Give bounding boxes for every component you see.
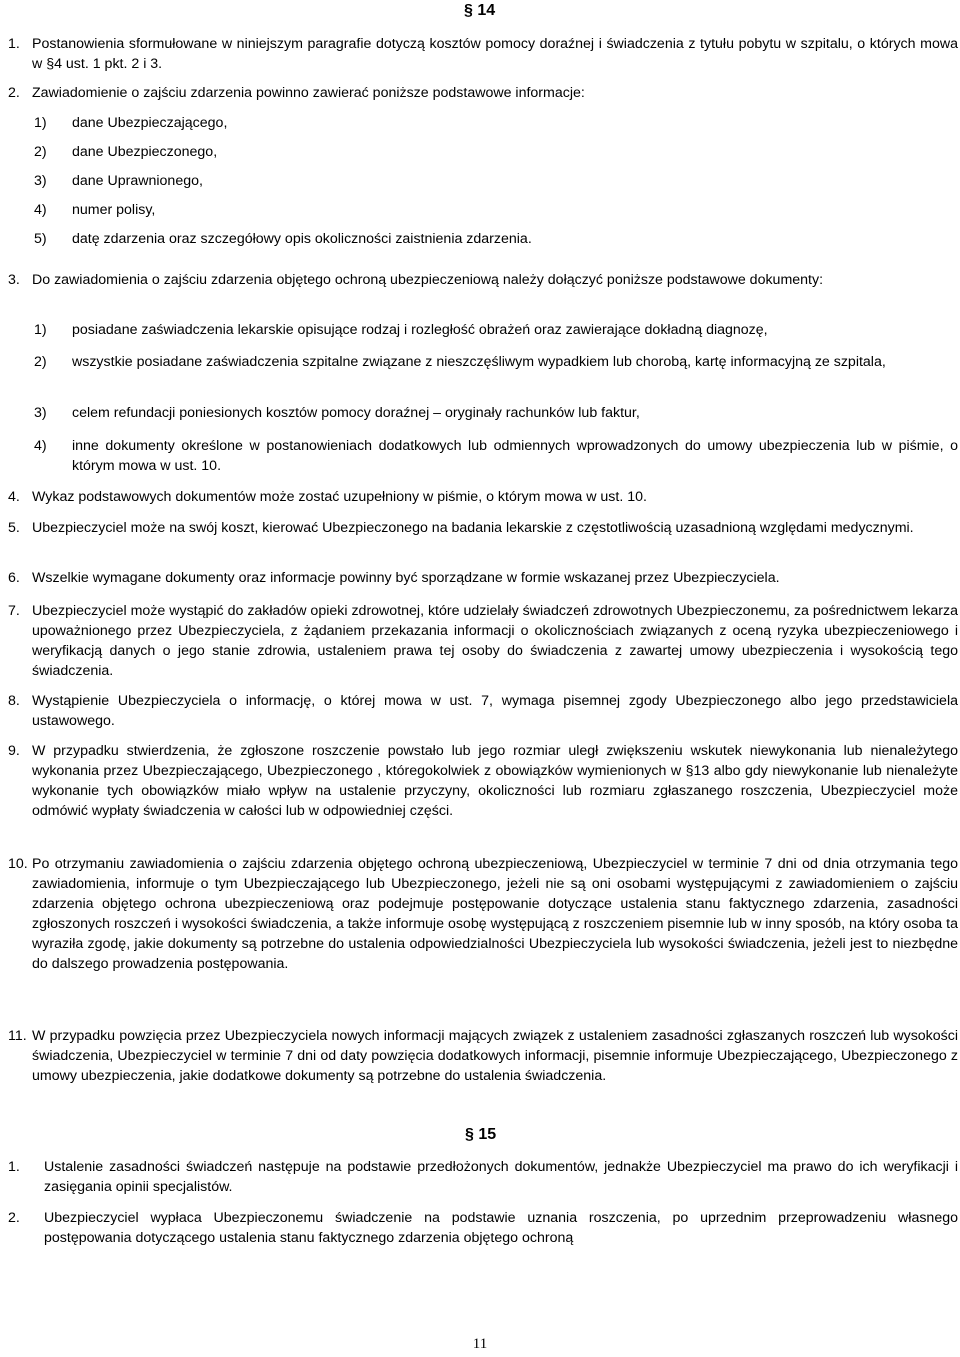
paragraph-number: 1. <box>8 36 20 52</box>
paragraph-text: Wykaz podstawowych dokumentów może zostać uzupełniony w piśmie, o którym mowa w ust. 10. <box>32 489 647 505</box>
section-14-heading: § 14 <box>464 2 496 19</box>
item-text: posiadane zaświadczenia lekarskie opisujące rodzaj i rozległość obrażeń oraz zawierające dokładną diagnozę, <box>72 322 768 338</box>
paragraph-14-8 <box>8 691 958 731</box>
page-number: 11 <box>472 1336 488 1352</box>
paragraph-14-2 <box>8 83 958 103</box>
item-text: dane Ubezpieczającego, <box>72 115 228 131</box>
list-item <box>34 320 958 340</box>
item-text: datę zdarzenia oraz szczegółowy opis okoliczności zaistnienia zdarzenia. <box>72 231 532 247</box>
list-item <box>34 171 958 191</box>
item-number: 2) <box>34 144 47 160</box>
item-text: dane Uprawnionego, <box>72 173 203 189</box>
paragraph-text: Ustalenie zasadności świadczeń następuje na podstawie przedłożonych dokumentów, jednakże Ubezpieczyciel ma prawo do ich weryfikacji i zasięgania opinii specjalistów. <box>44 1159 958 1195</box>
list-item <box>34 113 958 133</box>
paragraph-14-6 <box>8 568 958 588</box>
paragraph-14-3 <box>8 270 958 290</box>
item-number: 4) <box>34 202 47 218</box>
paragraph-text: Do zawiadomienia o zajściu zdarzenia objętego ochroną ubezpieczeniową należy dołączyć poniższe podstawowe dokumenty: <box>32 272 824 288</box>
paragraph-number: 7. <box>8 603 20 619</box>
list-item <box>34 403 958 423</box>
paragraph-number: 10. <box>8 856 28 872</box>
paragraph-text: W przypadku powzięcia przez Ubezpieczyciela nowych informacji mających związek z ustaleniem zasadności zgłaszanych roszczeń lub wysokości świadczenia, Ubezpieczyciel w terminie 7 dni od daty powzięcia dodatkowych informacji, pisemnie informuje Ubezpieczającego, Ubezpieczonego z umowy ubezpieczenia, jakie dodatkowe dokumenty są potrzebne do ustalenia świadczenia. <box>32 1028 958 1084</box>
paragraph-number: 4. <box>8 489 20 505</box>
item-text: dane Ubezpieczonego, <box>72 144 218 160</box>
section-15-heading: § 15 <box>465 1126 497 1143</box>
paragraph-text: Zawiadomienie o zajściu zdarzenia powinno zawierać poniższe podstawowe informacje: <box>32 85 585 101</box>
item-number: 4) <box>34 438 47 454</box>
paragraph-text: Wszelkie wymagane dokumenty oraz informacje powinny być sporządzane w formie wskazanej przez Ubezpieczyciela. <box>32 570 780 586</box>
paragraph-text: Ubezpieczyciel wypłaca Ubezpieczonemu świadczenie na podstawie uznania roszczenia, po uprzednim przeprowadzeniu własnego postępowania dotyczącego ustalenia stanu faktycznego zdarzenia objętego ochroną <box>44 1210 958 1246</box>
item-text: wszystkie posiadane zaświadczenia szpitalne związane z nieszczęśliwym wypadkiem lub chorobą, kartę informacyjną ze szpitala, <box>72 354 886 370</box>
paragraph-number: 1. <box>8 1159 20 1175</box>
item-number: 1) <box>34 115 47 131</box>
list-item <box>34 229 958 249</box>
item-text: celem refundacji poniesionych kosztów pomocy doraźnej – oryginały rachunków lub faktur, <box>72 405 640 421</box>
paragraph-number: 8. <box>8 693 20 709</box>
paragraph-15-2 <box>8 1208 958 1248</box>
paragraph-14-4 <box>8 487 958 507</box>
item-number: 2) <box>34 354 47 370</box>
paragraph-number: 9. <box>8 743 20 759</box>
list-item <box>34 436 958 476</box>
paragraph-14-7 <box>8 601 958 681</box>
paragraph-text: W przypadku stwierdzenia, że zgłoszone roszczenie powstało lub jego rozmiar uległ zwiększeniu wskutek niewykonania lub nienależytego wykonania przez Ubezpieczającego, Ubezpieczonego , któregokolwiek z obowiązków wymienionych w §13 albo gdy niewykonanie lub nienależyte wykonanie tych obowiązków miało wpływ na ustalenie przyczyny, okoliczności lub rozmiaru zgłaszanego roszczenia, Ubezpieczyciel może odmówić wypłaty świadczenia w całości lub w odpowiedniej części. <box>32 743 958 819</box>
item-number: 5) <box>34 231 47 247</box>
paragraph-number: 5. <box>8 520 20 536</box>
paragraph-text: Postanowienia sformułowane w niniejszym paragrafie dotyczą kosztów pomocy doraźnej i świadczenia z tytułu pobytu w szpitalu, o których mowa w §4 ust. 1 pkt. 2 i 3. <box>32 36 958 72</box>
paragraph-14-5 <box>8 518 958 538</box>
paragraph-14-10 <box>8 854 958 974</box>
item-text: numer polisy, <box>72 202 156 218</box>
paragraph-number: 6. <box>8 570 20 586</box>
paragraph-number: 2. <box>8 85 20 101</box>
list-item <box>34 352 958 372</box>
item-number: 1) <box>34 322 47 338</box>
paragraph-text: Ubezpieczyciel może na swój koszt, kierować Ubezpieczonego na badania lekarskie z częstotliwością uzasadnioną względami medycznymi. <box>32 520 914 536</box>
paragraph-14-9 <box>8 741 958 821</box>
item-number: 3) <box>34 405 47 421</box>
paragraph-number: 2. <box>8 1210 20 1226</box>
paragraph-15-1 <box>8 1157 958 1197</box>
list-item <box>34 142 958 162</box>
paragraph-14-1 <box>8 34 958 74</box>
item-number: 3) <box>34 173 47 189</box>
paragraph-number: 11. <box>8 1028 27 1044</box>
paragraph-text: Ubezpieczyciel może wystąpić do zakładów opieki zdrowotnej, które udzielały świadczeń zdrowotnych Ubezpieczonemu, za pośrednictwem lekarza upoważnionego przez Ubezpieczyciela, z żądaniem przekazania informacji o okolicznościach związanych z oceną ryzyka ubezpieczeniowego i weryfikacją danych o jego stanie zdrowia, ustaleniem prawa tej osoby do świadczenia z zawartej umowy ubezpieczenia i wysokością tego świadczenia. <box>32 603 958 679</box>
paragraph-text: Po otrzymaniu zawiadomienia o zajściu zdarzenia objętego ochroną ubezpieczeniową, Ubezpieczyciel w terminie 7 dni od dnia otrzymania tego zawiadomienia, informuje o tym Ubezpieczającego lub Ubezpieczonego, jeżeli nie są oni osobami występującymi z zawiadomieniem o zajściu zdarzenia objętego ochrona ubezpieczeniową oraz podejmuje postępowanie dotyczące ustalenia stanu faktycznego zdarzenia, zasadności zgłoszonych roszczeń i wysokości świadczenia, a także informuje osobę występującą z roszczeniem pisemnie lub w inny sposób, na który osoba ta wyraziła zgodę, jakie dokumenty są potrzebne do ustalenia odpowiedzialności Ubezpieczyciela lub wysokości świadczenia, jeżeli jest to niezbędne do dalszego prowadzenia postępowania. <box>32 856 958 972</box>
item-text: inne dokumenty określone w postanowieniach dodatkowych lub odmiennych wprowadzonych do umowy ubezpieczenia lub w piśmie, o którym mowa w ust. 10. <box>72 438 958 474</box>
paragraph-14-11 <box>8 1026 958 1086</box>
paragraph-number: 3. <box>8 272 20 288</box>
paragraph-text: Wystąpienie Ubezpieczyciela o informację, o której mowa w ust. 7, wymaga pisemnej zgody Ubezpieczonego albo jego przedstawiciela ustawowego. <box>32 693 958 729</box>
list-item <box>34 200 958 220</box>
